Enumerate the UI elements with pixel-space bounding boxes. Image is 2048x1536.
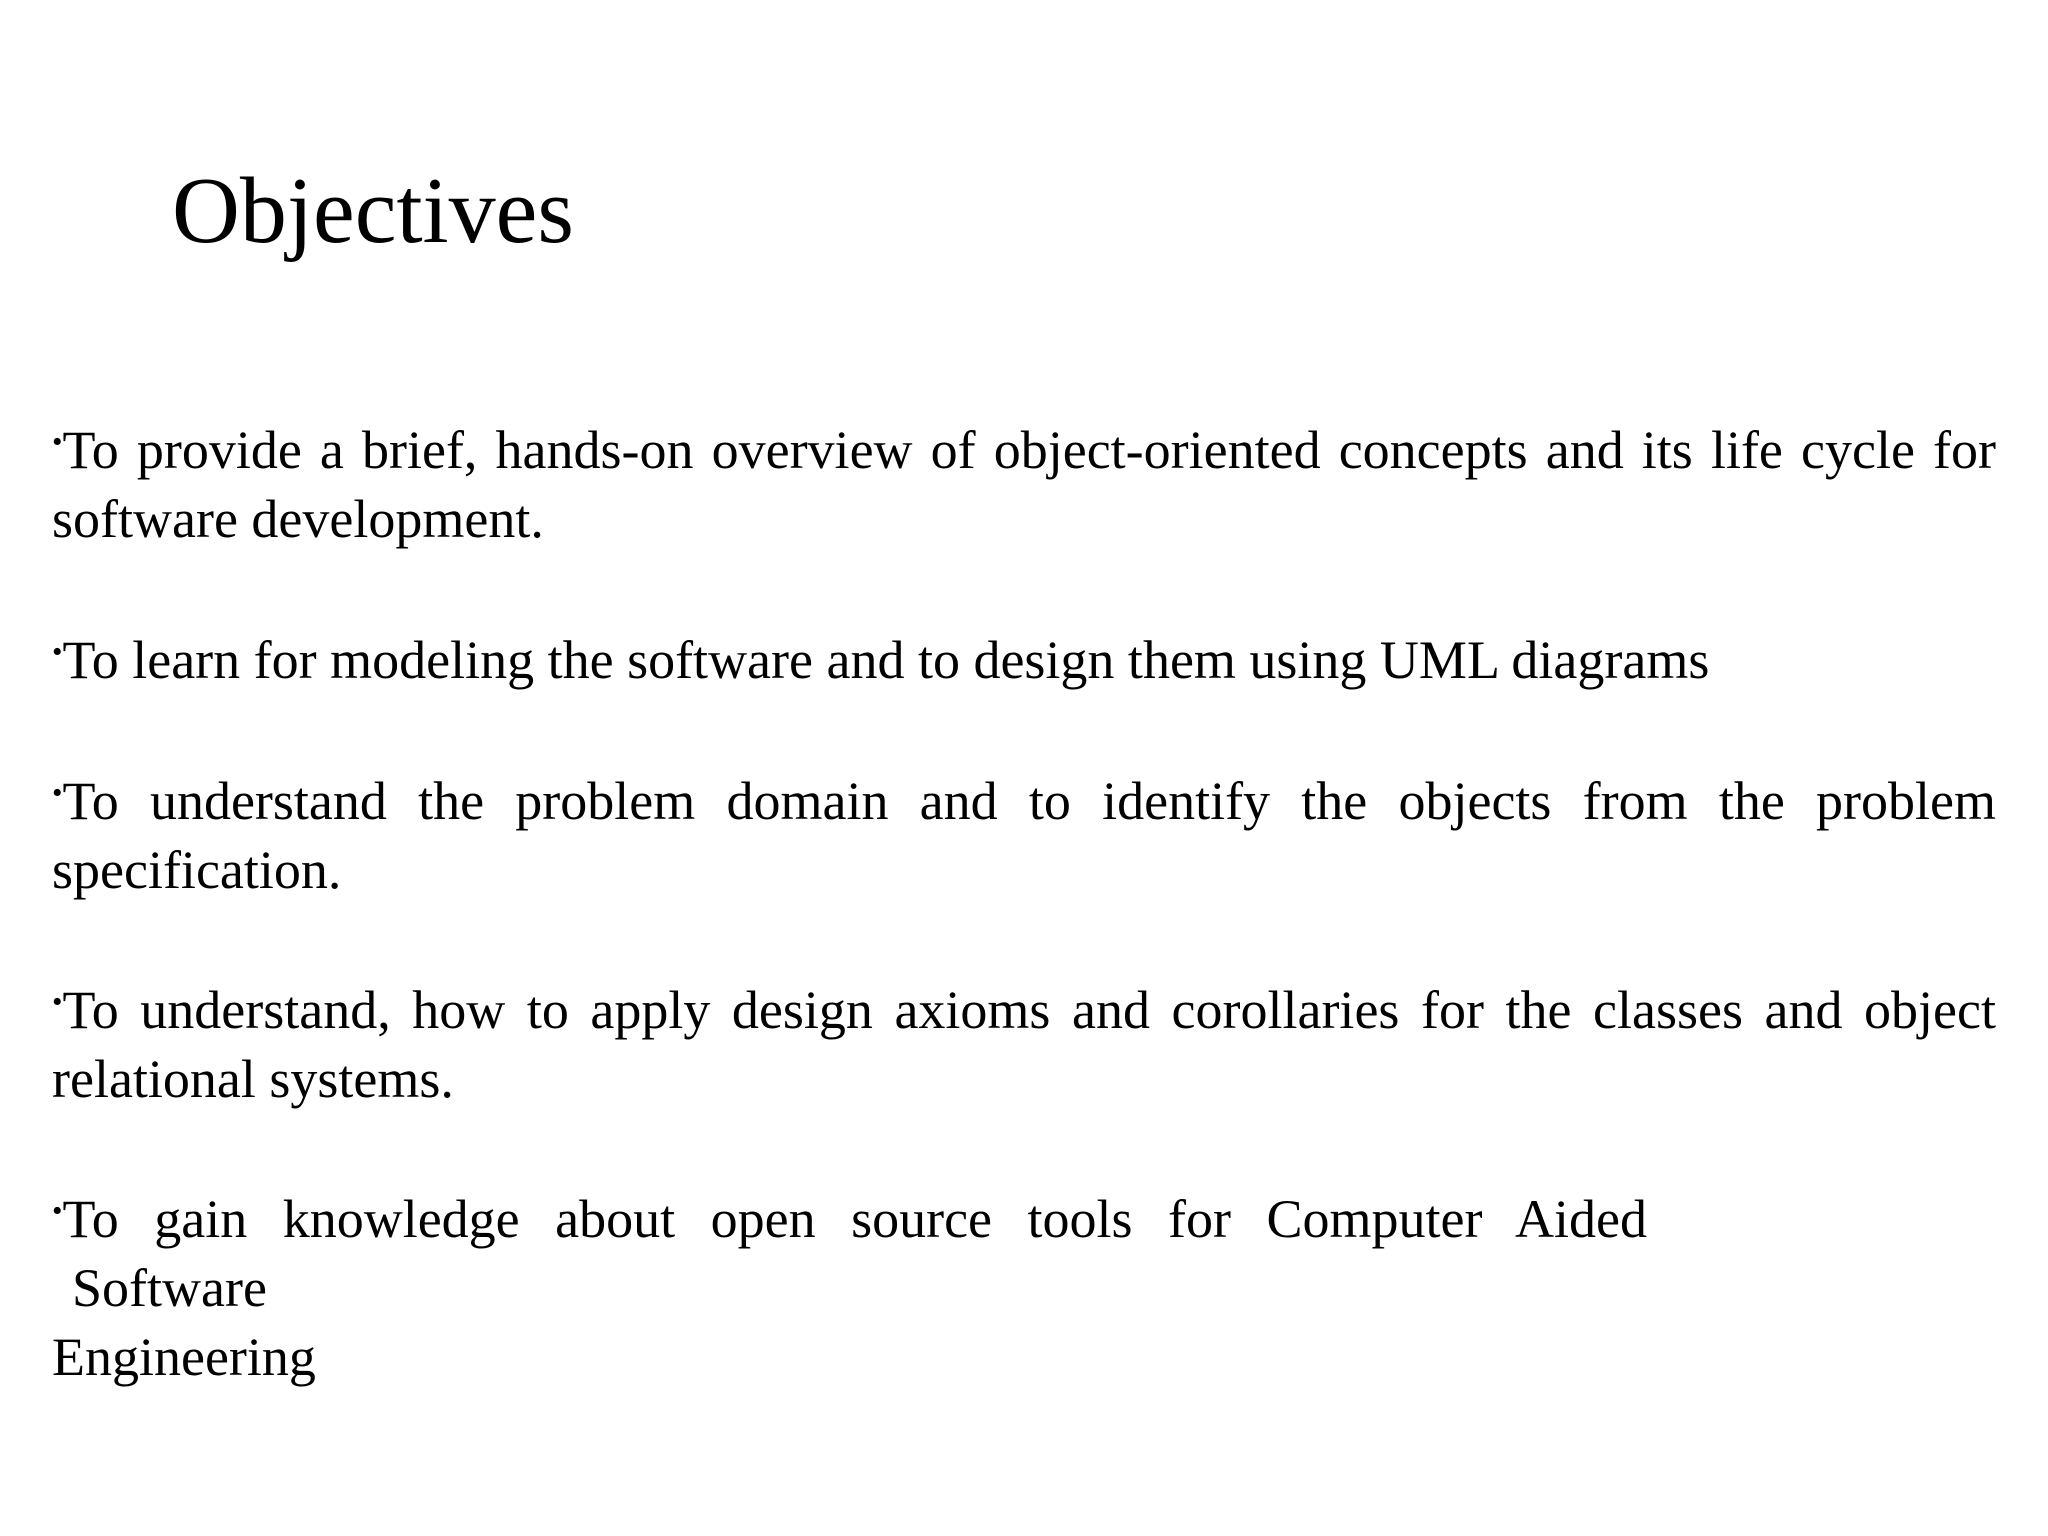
objective-item: [52, 1185, 1792, 1392]
objective-line: Software: [72, 1258, 267, 1318]
objective-text: To understand, how to apply design axioms and corollaries for the classes and object relational systems.: [52, 980, 1996, 1109]
objective-text: To gain knowledge about open source tools for Computer Aided: [62, 1189, 1647, 1249]
bullet-icon: •: [52, 425, 63, 459]
bullet-icon: •: [52, 1194, 63, 1228]
slide-title: Objectives: [172, 159, 574, 263]
objective-text: To understand the problem domain and to identify the objects from the problem specification.: [52, 771, 1996, 900]
objective-item: [52, 416, 1996, 554]
objective-item: [52, 626, 1996, 695]
objective-text: To provide a brief, hands-on overview of object-oriented concepts and its life cycle for software development.: [52, 420, 1996, 549]
bullet-icon: •: [52, 985, 63, 1019]
objective-line: Engineering: [52, 1327, 316, 1387]
objective-text: To learn for modeling the software and to design them using UML diagrams: [62, 630, 1710, 690]
objective-line: [52, 1185, 1792, 1254]
objective-item: [52, 767, 1996, 905]
bullet-icon: •: [52, 776, 63, 810]
bullet-icon: •: [52, 635, 63, 669]
objective-item: [52, 976, 1996, 1114]
